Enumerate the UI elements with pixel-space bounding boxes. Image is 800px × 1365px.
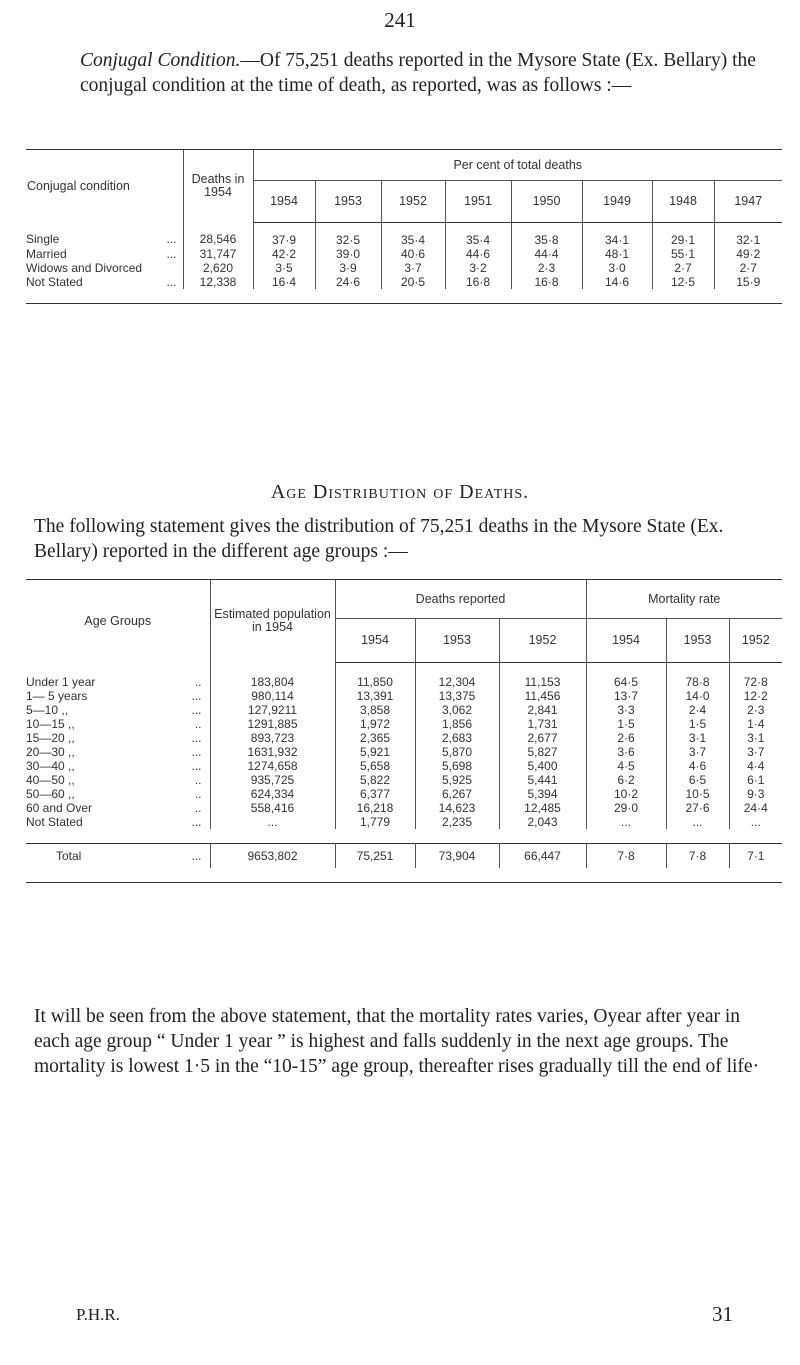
t2-row-dots: ... bbox=[191, 759, 202, 773]
t1-percent-cell: 24·6 bbox=[315, 275, 381, 289]
t1-percent-cell: 44·6 bbox=[445, 247, 511, 261]
t1-percent-cell: 39·0 bbox=[315, 247, 381, 261]
conclusion-paragraph: It will be seen from the above statement, that the mortality rates varies, Oyear after year in each age group “ Under 1 year ” is highest and falls suddenly in the next age groups. The mortality is lowest 1·5 in the “10-15” age group, thereafter rises gradually till the end of life· bbox=[34, 1006, 760, 1077]
t1-row bbox=[26, 261, 782, 275]
t2-row bbox=[26, 745, 782, 759]
t1-row-label: Single bbox=[26, 232, 60, 247]
t2-row-label: 20—30 ,, bbox=[26, 745, 75, 759]
t2-rate-year-header: 1952 bbox=[729, 618, 782, 662]
t2-deaths-cell: 5,925 bbox=[415, 773, 499, 787]
t1-percent-cell: 34·1 bbox=[582, 222, 652, 247]
t2-row-dots: .. bbox=[194, 787, 202, 801]
t1-percent-cell: 35·4 bbox=[381, 222, 445, 247]
t2-deaths-cell: 5,394 bbox=[499, 787, 586, 801]
t2-population-cell: 980,114 bbox=[210, 689, 335, 703]
t1-deaths-cell: 12,338 bbox=[183, 275, 253, 289]
t2-rate-cell: 14·0 bbox=[666, 689, 729, 703]
age-distribution-table bbox=[26, 580, 782, 883]
t1-deaths-cell: 2,620 bbox=[183, 261, 253, 275]
t2-row bbox=[26, 759, 782, 773]
t1-year-header: 1952 bbox=[381, 180, 445, 222]
t2-row-label: 1— 5 years bbox=[26, 689, 88, 703]
t1-year-header: 1948 bbox=[652, 180, 714, 222]
t2-rate-cell: 4·6 bbox=[666, 759, 729, 773]
t1-row-dots: ... bbox=[166, 274, 177, 289]
t1-percent-cell: 14·6 bbox=[582, 275, 652, 289]
t2-rate-cell: 3·6 bbox=[586, 745, 666, 759]
t2-deaths-cell: 2,683 bbox=[415, 731, 499, 745]
t2-death-year-header: 1954 bbox=[335, 618, 415, 662]
t2-rate-cell: 7·8 bbox=[586, 844, 666, 869]
t1-percent-cell: 3·2 bbox=[445, 261, 511, 275]
footer-initials: P.H.R. bbox=[76, 1305, 120, 1324]
t2-row-dots: ... bbox=[191, 731, 202, 745]
t2-rate-cell: 3·3 bbox=[586, 703, 666, 717]
t2-population-cell: 935,725 bbox=[210, 773, 335, 787]
t2-deaths-cell: 16,218 bbox=[335, 801, 415, 815]
section-title: Age Distribution of Deaths. bbox=[270, 481, 530, 503]
t1-percent-cell: 3·7 bbox=[381, 261, 445, 275]
t2-row-dots: ... bbox=[191, 745, 202, 759]
t1-row-label: Married bbox=[26, 246, 67, 261]
t1-year-header: 1954 bbox=[253, 180, 315, 222]
t2-population-cell: ... bbox=[210, 815, 335, 829]
t2-row-dots: ... bbox=[191, 703, 202, 717]
t2-deaths-cell: 11,850 bbox=[335, 662, 415, 689]
t1-percent-cell: 29·1 bbox=[652, 222, 714, 247]
t1-year-header: 1951 bbox=[445, 180, 511, 222]
t2-row-dots: ... bbox=[191, 849, 202, 863]
t2-deaths-cell: 75,251 bbox=[335, 844, 415, 869]
t1-percent-cell: 32·5 bbox=[315, 222, 381, 247]
t2-rate-cell: 2·6 bbox=[586, 731, 666, 745]
t1-row-label: Not Stated bbox=[26, 274, 83, 289]
t2-row-label: 10—15 ,, bbox=[26, 717, 75, 731]
t2-row-label: Under 1 year bbox=[26, 674, 96, 689]
t2-deaths-cell: 5,921 bbox=[335, 745, 415, 759]
t2-rate-cell: ... bbox=[666, 815, 729, 829]
t2-deaths-cell: 5,870 bbox=[415, 745, 499, 759]
t1-deaths-cell: 28,546 bbox=[183, 222, 253, 247]
t1-percent-cell: 55·1 bbox=[652, 247, 714, 261]
t2-row-dots: .. bbox=[194, 801, 202, 815]
t2-deaths-cell: 5,400 bbox=[499, 759, 586, 773]
t2-deaths-cell: 1,779 bbox=[335, 815, 415, 829]
t2-population-cell: 1631,932 bbox=[210, 745, 335, 759]
t2-rate-cell: 6·2 bbox=[586, 773, 666, 787]
t1-percent-cell: 3·0 bbox=[582, 261, 652, 275]
t2-rate-cell: 3·7 bbox=[666, 745, 729, 759]
t2-rate-cell: 6·1 bbox=[747, 773, 765, 787]
t2-rate-cell: 27·6 bbox=[666, 801, 729, 815]
t2-rate-cell: 78·8 bbox=[666, 662, 729, 689]
t2-rate-cell: 4·5 bbox=[586, 759, 666, 773]
t1-percent-cell: 49·2 bbox=[736, 246, 761, 261]
t2-row bbox=[26, 703, 782, 717]
t2-row bbox=[26, 773, 782, 787]
t1-row-dots: ... bbox=[166, 232, 177, 247]
t2-rate-year-header: 1953 bbox=[666, 618, 729, 662]
t2-deaths-cell: 5,658 bbox=[335, 759, 415, 773]
t2-population-cell: 127,9211 bbox=[210, 703, 335, 717]
t2-population-cell: 624,334 bbox=[210, 787, 335, 801]
t1-percent-cell: 3·9 bbox=[315, 261, 381, 275]
age-intro-paragraph: The following statement gives the distribution of 75,251 deaths in the Mysore State (Ex. Bellary) reported in the different age groups :— bbox=[34, 516, 724, 562]
t2-row-label: 40—50 ,, bbox=[26, 773, 75, 787]
t2-rate-cell: 64·5 bbox=[586, 662, 666, 689]
t2-total-row bbox=[26, 844, 782, 869]
t2-population-cell: 893,723 bbox=[210, 731, 335, 745]
intro-text: —Of 75,251 deaths reported in the Mysore State (Ex. Bellary) the conjugal condition at the time of death, as reported, was as follows :— bbox=[80, 50, 756, 96]
t1-year-header: 1953 bbox=[315, 180, 381, 222]
t1-percent-cell: 35·8 bbox=[511, 222, 582, 247]
t2-header-age: Age Groups bbox=[26, 580, 210, 662]
t2-population-cell: 1274,658 bbox=[210, 759, 335, 773]
t2-rate-cell: 7·1 bbox=[729, 844, 782, 869]
t2-rate-cell: 3·1 bbox=[747, 731, 765, 745]
t2-row bbox=[26, 662, 782, 689]
t2-rate-cell: ... bbox=[586, 815, 666, 829]
t2-deaths-cell: 2,677 bbox=[499, 731, 586, 745]
t1-percent-cell: 20·5 bbox=[381, 275, 445, 289]
t2-deaths-cell: 12,304 bbox=[415, 662, 499, 689]
t2-deaths-cell: 5,441 bbox=[499, 773, 586, 787]
t1-percent-cell: 3·5 bbox=[253, 261, 315, 275]
t2-deaths-cell: 1,731 bbox=[499, 717, 586, 731]
t2-rate-cell: 9·3 bbox=[747, 787, 765, 801]
t2-rate-cell: 1·4 bbox=[747, 717, 765, 731]
t2-deaths-cell: 13,391 bbox=[335, 689, 415, 703]
t2-deaths-cell: 5,822 bbox=[335, 773, 415, 787]
t2-row bbox=[26, 787, 782, 801]
conjugal-condition-table bbox=[26, 150, 782, 304]
t1-percent-cell: 40·6 bbox=[381, 247, 445, 261]
t2-deaths-cell: 5,827 bbox=[499, 745, 586, 759]
t2-rate-cell: 4·4 bbox=[747, 759, 765, 773]
t2-population-cell: 558,416 bbox=[210, 801, 335, 815]
t1-row-label: Widows and Divorced bbox=[26, 260, 143, 275]
t2-row-label: 15—20 ,, bbox=[26, 731, 75, 745]
t1-percent-cell: 44·4 bbox=[511, 247, 582, 261]
t2-row-label: 5—10 ,, bbox=[26, 703, 69, 717]
t2-deaths-cell: 3,062 bbox=[415, 703, 499, 717]
t2-deaths-cell: 6,377 bbox=[335, 787, 415, 801]
t2-rate-cell: 72·8 bbox=[743, 674, 768, 689]
t2-deaths-cell: 11,456 bbox=[499, 689, 586, 703]
t2-deaths-cell: 2,365 bbox=[335, 731, 415, 745]
t1-percent-cell: 42·2 bbox=[253, 247, 315, 261]
t2-row-label: 60 and Over bbox=[26, 801, 93, 815]
t2-rate-cell: 1·5 bbox=[586, 717, 666, 731]
t1-percent-cell: 32·1 bbox=[736, 232, 761, 247]
t2-row bbox=[26, 731, 782, 745]
t2-row bbox=[26, 689, 782, 703]
t2-row bbox=[26, 801, 782, 815]
t1-percent-cell: 35·4 bbox=[445, 222, 511, 247]
t1-percent-cell: 12·5 bbox=[652, 275, 714, 289]
t1-percent-cell: 48·1 bbox=[582, 247, 652, 261]
t2-deaths-cell: 3,858 bbox=[335, 703, 415, 717]
intro-heading: Conjugal Condition. bbox=[80, 50, 241, 71]
t1-percent-cell: 2·7 bbox=[652, 261, 714, 275]
t1-percent-cell: 16·8 bbox=[445, 275, 511, 289]
t2-deaths-cell: 2,043 bbox=[499, 815, 586, 829]
t2-population-cell: 9653,802 bbox=[210, 844, 335, 869]
t1-header-deaths: Deaths in 1954 bbox=[183, 150, 253, 222]
t2-deaths-cell: 2,841 bbox=[499, 703, 586, 717]
t2-rate-cell: ... bbox=[750, 815, 761, 829]
t1-row bbox=[26, 222, 782, 247]
t2-row bbox=[26, 717, 782, 731]
t1-row bbox=[26, 247, 782, 261]
t2-population-cell: 183,804 bbox=[210, 662, 335, 689]
t2-deaths-cell: 73,904 bbox=[415, 844, 499, 869]
intro-paragraph bbox=[80, 48, 760, 98]
t1-header-percent: Per cent of total deaths bbox=[253, 150, 782, 180]
t2-rate-cell: 13·7 bbox=[586, 689, 666, 703]
t2-header-deaths: Deaths reported bbox=[335, 580, 586, 618]
t2-population-cell: 1291,885 bbox=[210, 717, 335, 731]
t2-deaths-cell: 2,235 bbox=[415, 815, 499, 829]
t2-deaths-cell: 13,375 bbox=[415, 689, 499, 703]
t1-year-header: 1949 bbox=[582, 180, 652, 222]
t1-header-condition: Conjugal condition bbox=[26, 150, 183, 222]
t2-deaths-cell: 1,856 bbox=[415, 717, 499, 731]
t2-death-year-header: 1952 bbox=[499, 618, 586, 662]
t2-row-label: 50—60 ,, bbox=[26, 787, 75, 801]
footer-sheet-number: 31 bbox=[712, 1302, 733, 1326]
t2-rate-cell: 2·4 bbox=[666, 703, 729, 717]
t2-rate-cell: 12·2 bbox=[743, 689, 768, 703]
t2-row-dots: ... bbox=[191, 689, 202, 703]
t2-deaths-cell: 66,447 bbox=[499, 844, 586, 869]
t2-rate-cell: 6·5 bbox=[666, 773, 729, 787]
t2-deaths-cell: 5,698 bbox=[415, 759, 499, 773]
t1-percent-cell: 37·9 bbox=[253, 222, 315, 247]
t2-row-label: Not Stated bbox=[26, 815, 83, 829]
t2-deaths-cell: 1,972 bbox=[335, 717, 415, 731]
t2-row-dots: .. bbox=[194, 674, 202, 689]
t1-row bbox=[26, 275, 782, 289]
t1-percent-cell: 2·7 bbox=[739, 260, 757, 275]
t1-deaths-cell: 31,747 bbox=[183, 247, 253, 261]
t2-rate-cell: 24·4 bbox=[743, 801, 768, 815]
t2-row-label: Total bbox=[56, 849, 82, 863]
t2-deaths-cell: 11,153 bbox=[499, 662, 586, 689]
t2-deaths-cell: 12,485 bbox=[499, 801, 586, 815]
t2-row-dots: .. bbox=[194, 717, 202, 731]
t2-header-rate: Mortality rate bbox=[586, 580, 782, 618]
t2-rate-cell: 2·3 bbox=[747, 703, 765, 717]
t2-deaths-cell: 14,623 bbox=[415, 801, 499, 815]
t2-rate-cell: 3·1 bbox=[666, 731, 729, 745]
t1-percent-cell: 16·8 bbox=[511, 275, 582, 289]
t1-year-header: 1950 bbox=[511, 180, 582, 222]
t2-row-label: 30—40 ,, bbox=[26, 759, 75, 773]
t2-rate-cell: 3·7 bbox=[747, 745, 765, 759]
page-number: 241 bbox=[384, 8, 416, 32]
t2-rate-cell: 7·8 bbox=[666, 844, 729, 869]
t2-rate-cell: 29·0 bbox=[586, 801, 666, 815]
t1-percent-cell: 16·4 bbox=[253, 275, 315, 289]
t2-death-year-header: 1953 bbox=[415, 618, 499, 662]
t1-row-dots: ... bbox=[166, 246, 177, 261]
t2-deaths-cell: 6,267 bbox=[415, 787, 499, 801]
t2-rate-cell: 1·5 bbox=[666, 717, 729, 731]
t2-row-dots: ... bbox=[191, 815, 202, 829]
t2-rate-year-header: 1954 bbox=[586, 618, 666, 662]
t2-row bbox=[26, 815, 782, 829]
t1-percent-cell: 2·3 bbox=[511, 261, 582, 275]
t2-header-pop: Estimated population in 1954 bbox=[210, 580, 335, 662]
t1-percent-cell: 15·9 bbox=[736, 274, 761, 289]
t1-year-header: 1947 bbox=[714, 180, 782, 222]
t2-row-dots: .. bbox=[194, 773, 202, 787]
t2-rate-cell: 10·2 bbox=[586, 787, 666, 801]
t2-rate-cell: 10·5 bbox=[666, 787, 729, 801]
